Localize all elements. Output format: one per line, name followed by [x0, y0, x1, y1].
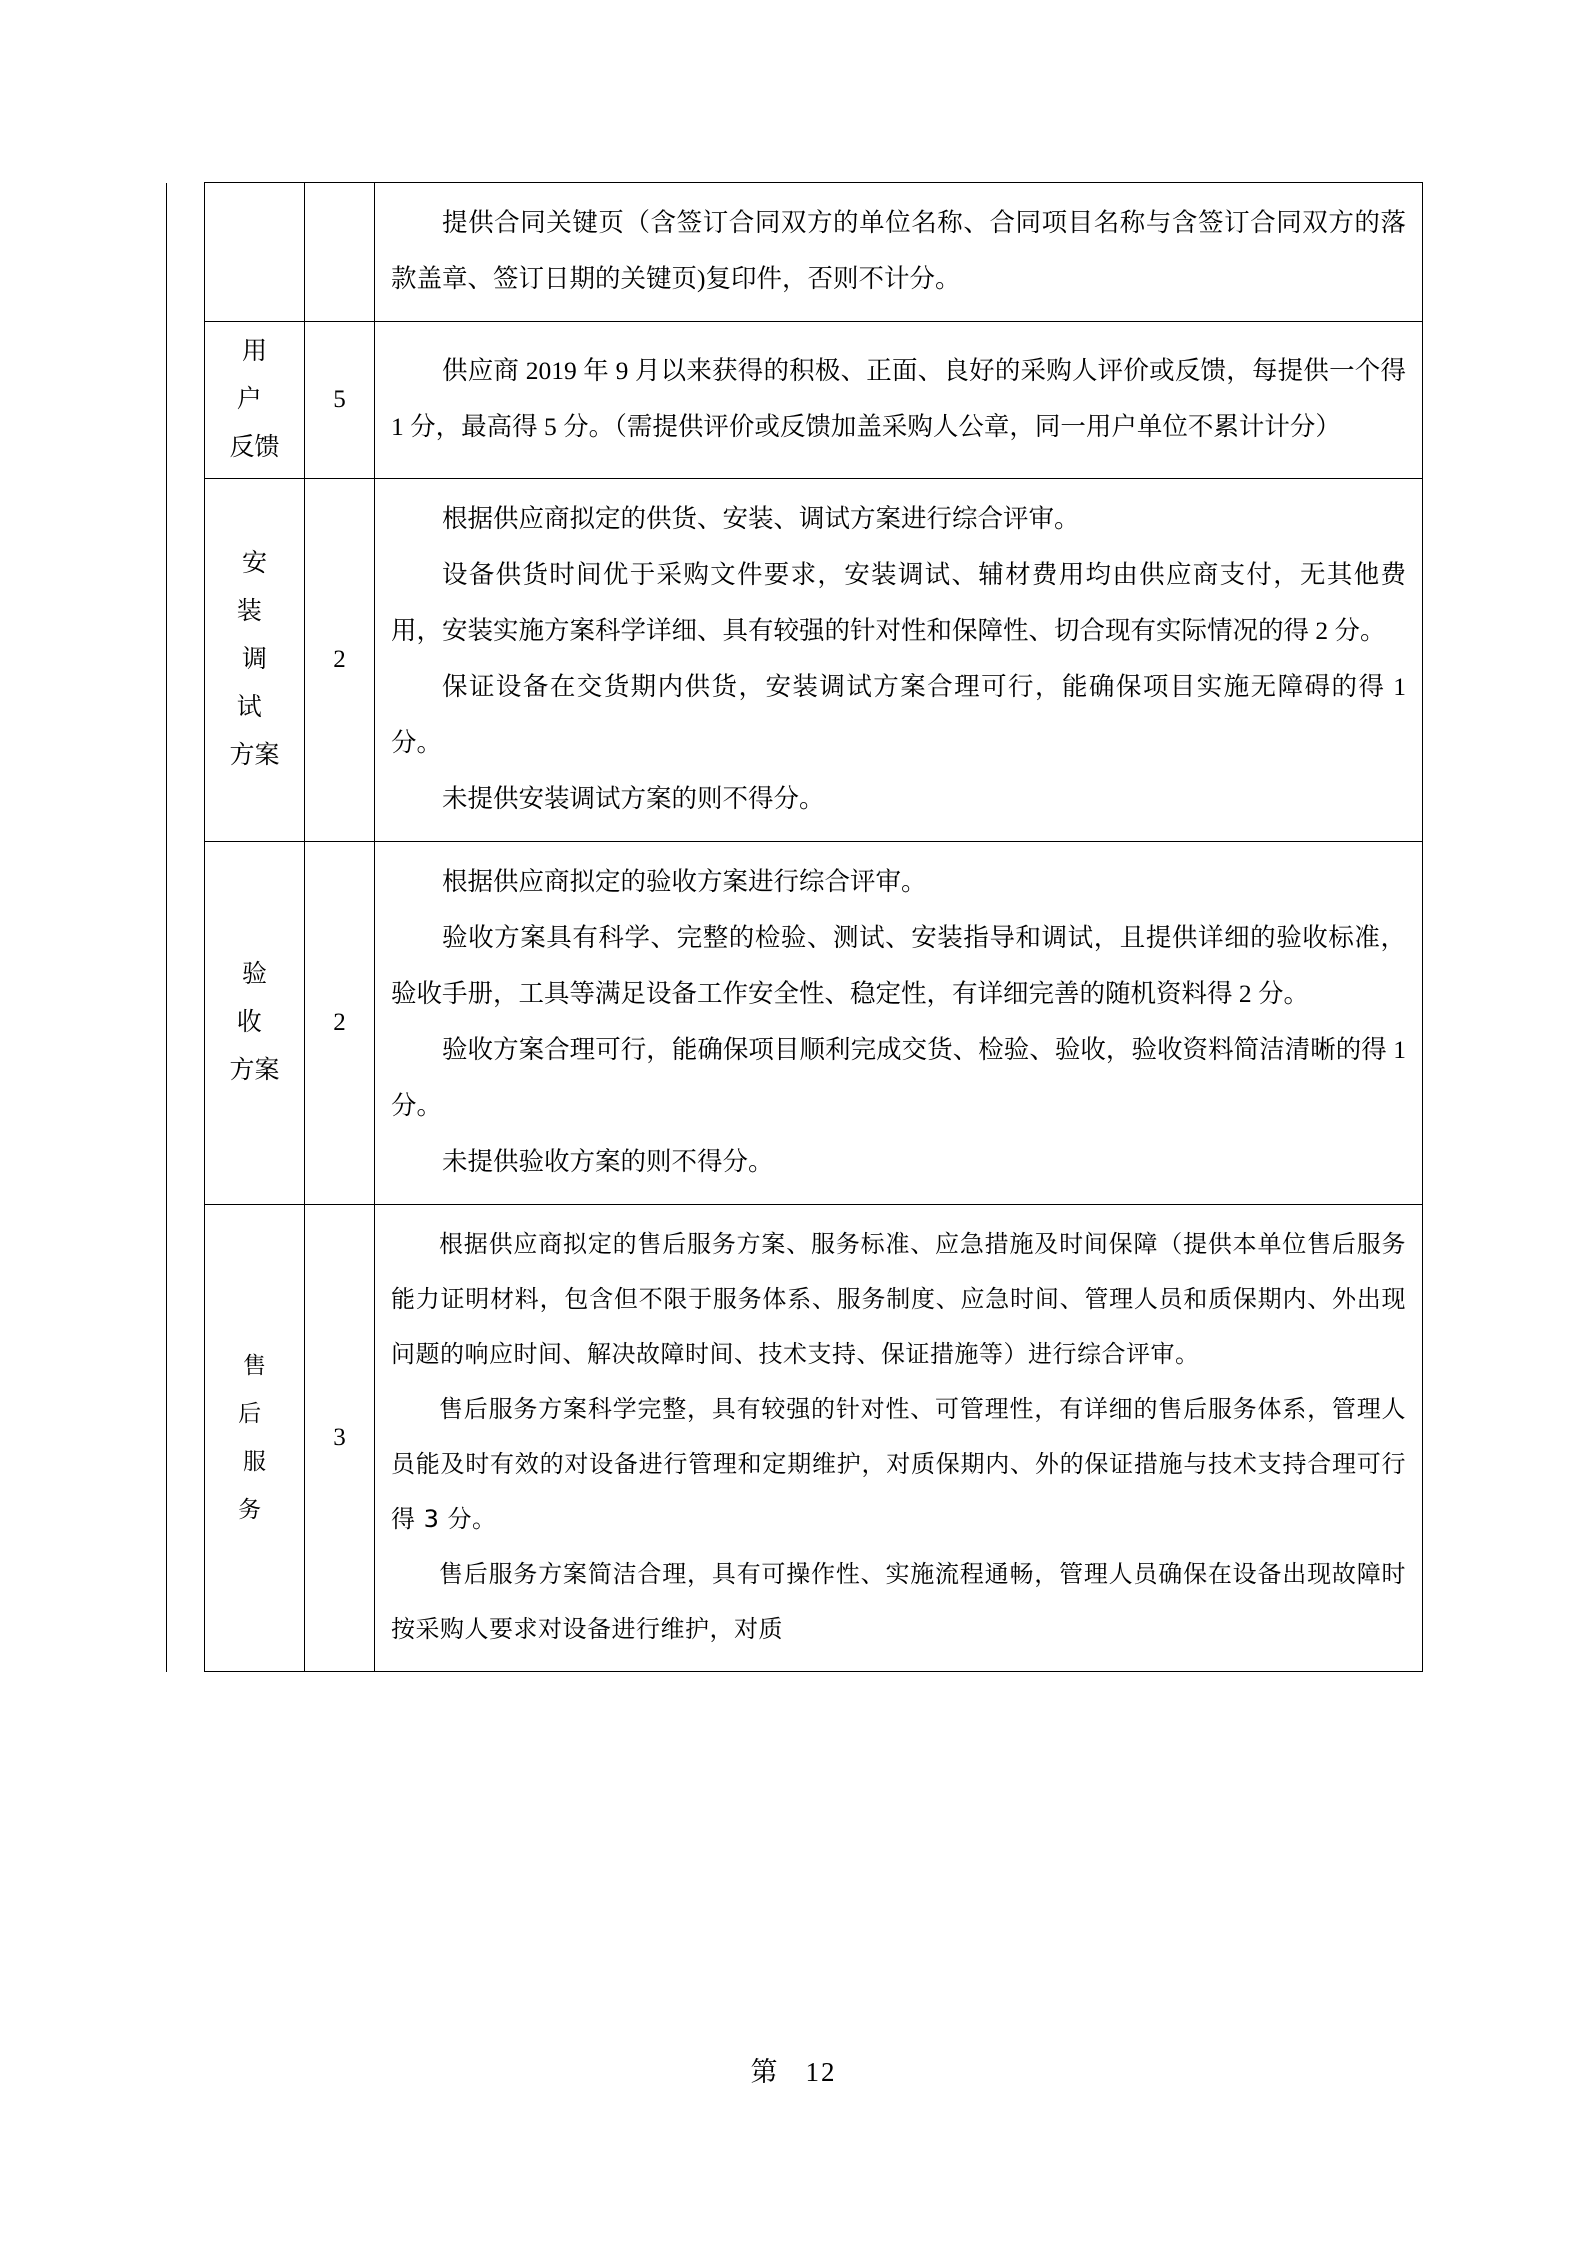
row-description: [375, 322, 1423, 479]
row-category-line: 反馈: [229, 434, 280, 461]
desc-paragraph: 售后服务方案简洁合理，具有可操作性、实施流程通畅，管理人员确保在设备出现故障时按采购人要求对设备进行维护，对质: [391, 1560, 1406, 1643]
row-category-line: 方案: [229, 742, 280, 769]
row-category-line: 验 收: [236, 961, 278, 1036]
desc-paragraph: 提供合同关键页（含签订合同双方的单位名称、合同项目名称与含签订合同双方的落款盖章、签订日期的关键页)复印件，否则不计分。: [391, 208, 1406, 293]
page-number: 12: [805, 2057, 837, 2087]
row-score: 3: [305, 1205, 375, 1672]
row-category-line: 方案: [229, 1057, 280, 1084]
row-score: 2: [305, 842, 375, 1205]
row-description: [375, 1205, 1423, 1672]
desc-paragraph: 验收方案合理可行，能确保项目顺利完成交货、检验、验收，验收资料简洁清晰的得 1 分。: [391, 1035, 1406, 1120]
row-score: 2: [305, 479, 375, 842]
row-category-line: 调 试: [236, 646, 278, 721]
row-description: [375, 479, 1423, 842]
row-description: [375, 842, 1423, 1205]
table-row: [167, 479, 1423, 842]
table-row: [167, 842, 1423, 1205]
row-category-line: 服 务: [238, 1449, 276, 1523]
table-row: [167, 183, 1423, 322]
row-category: [205, 842, 305, 1205]
desc-paragraph: 未提供安装调试方案的则不得分。: [442, 784, 825, 813]
row-score: 5: [305, 322, 375, 479]
outer-spine-cell: [167, 183, 205, 1672]
desc-paragraph: 供应商 2019 年 9 月以来获得的积极、正面、良好的采购人评价或反馈，每提供一个得 1 分，最高得 5 分。（需提供评价或反馈加盖采购人公章，同一用户单位不累计计分）: [391, 356, 1406, 441]
row-category-line: 售 后: [238, 1353, 276, 1427]
row-score: [305, 183, 375, 322]
page-footer: [0, 2050, 1587, 2089]
row-category-line: 用 户: [236, 338, 278, 413]
desc-paragraph: 验收方案具有科学、完整的检验、测试、安装指导和调试，且提供详细的验收标准，验收手册，工具等满足设备工作安全性、稳定性，有详细完善的随机资料得 2 分。: [391, 923, 1406, 1008]
page-label: 第: [750, 2057, 780, 2087]
row-category: [205, 322, 305, 479]
row-category: [205, 183, 305, 322]
desc-paragraph: 设备供货时间优于采购文件要求，安装调试、辅材费用均由供应商支付，无其他费用，安装实施方案科学详细、具有较强的针对性和保障性、切合现有实际情况的得 2 分。: [391, 560, 1406, 645]
desc-paragraph: 保证设备在交货期内供货，安装调试方案合理可行，能确保项目实施无障碍的得 1 分。: [391, 672, 1406, 757]
desc-paragraph: 根据供应商拟定的供货、安装、调试方案进行综合评审。: [442, 504, 1080, 533]
evaluation-criteria-table: [166, 182, 1423, 1672]
desc-paragraph: 根据供应商拟定的售后服务方案、服务标准、应急措施及时间保障（提供本单位售后服务能力证明材料，包含但不限于服务体系、服务制度、应急时间、管理人员和质保期内、外出现问题的响应时间、解决故障时间、技术支持、保证措施等）进行综合评审。: [391, 1230, 1406, 1368]
table-row: [167, 322, 1423, 479]
row-category: [205, 479, 305, 842]
row-category-line: 安 装: [236, 550, 278, 625]
row-category: [205, 1205, 305, 1672]
desc-paragraph: 根据供应商拟定的验收方案进行综合评审。: [442, 867, 927, 896]
desc-paragraph: 未提供验收方案的则不得分。: [442, 1147, 774, 1176]
row-description: [375, 183, 1423, 322]
desc-paragraph: 售后服务方案科学完整，具有较强的针对性、可管理性，有详细的售后服务体系，管理人员能及时有效的对设备进行管理和定期维护，对质保期内、外的保证措施与技术支持合理可行得 3 分。: [391, 1395, 1406, 1533]
table-row: [167, 1205, 1423, 1672]
